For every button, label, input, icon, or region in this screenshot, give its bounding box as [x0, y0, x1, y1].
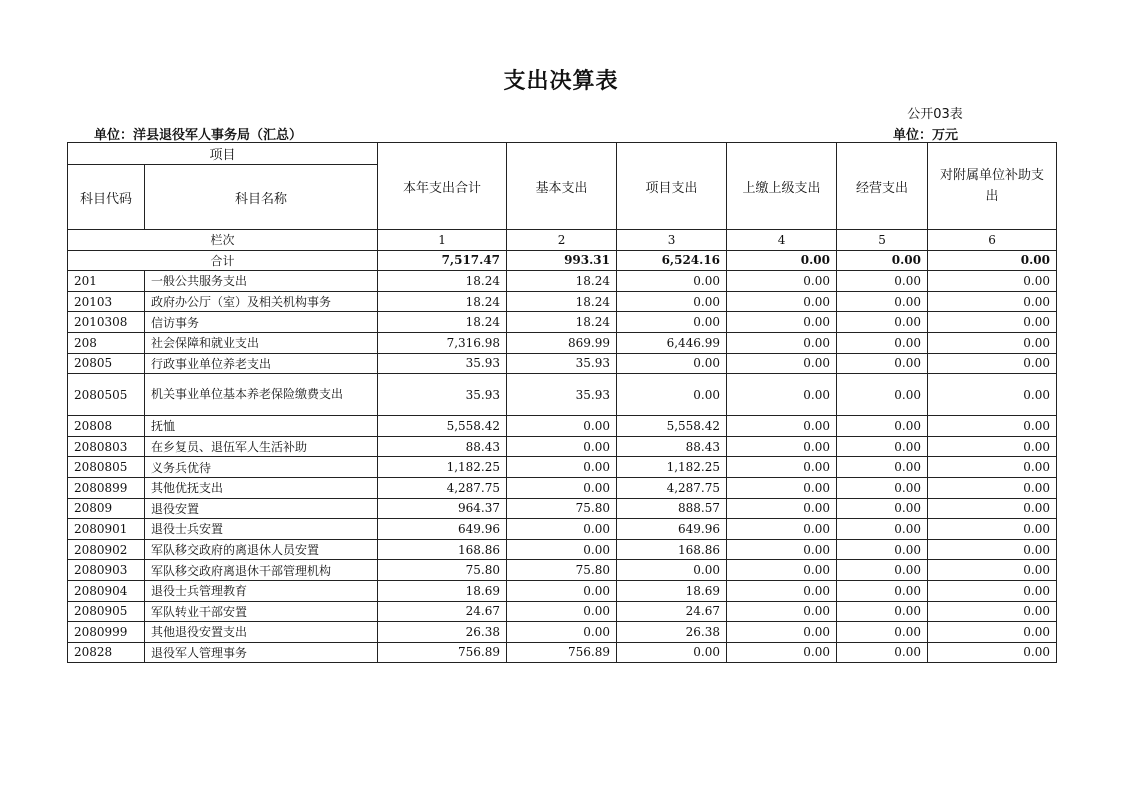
amount-cell: 0.00 — [928, 477, 1057, 498]
column-number-row — [68, 230, 1057, 251]
subject-code: 20809 — [68, 498, 145, 519]
column-number: 6 — [928, 230, 1057, 251]
subject-name: 一般公共服务支出 — [145, 271, 378, 292]
amount-cell: 0.00 — [837, 477, 928, 498]
table-row — [68, 374, 1057, 416]
table-row — [68, 271, 1057, 292]
amount-cell: 0.00 — [617, 291, 727, 312]
amount-cell: 0.00 — [928, 436, 1057, 457]
table-row — [68, 332, 1057, 353]
amount-cell: 0.00 — [727, 416, 837, 437]
amount-cell: 168.86 — [378, 539, 507, 560]
subject-name: 其他退役安置支出 — [145, 622, 378, 643]
amount-cell: 0.00 — [928, 353, 1057, 374]
amount-cell: 4,287.75 — [617, 477, 727, 498]
header-project-expense: 项目支出 — [617, 143, 727, 230]
amount-cell: 0.00 — [837, 416, 928, 437]
amount-cell: 0.00 — [837, 519, 928, 540]
amount-cell: 75.80 — [378, 560, 507, 581]
amount-cell: 756.89 — [507, 642, 617, 663]
amount-cell: 0.00 — [837, 642, 928, 663]
form-number: 公开03表 — [907, 107, 963, 122]
amount-cell: 0.00 — [507, 580, 617, 601]
column-number-label: 栏次 — [68, 230, 378, 251]
amount-cell: 18.24 — [378, 271, 507, 292]
amount-cell: 0.00 — [727, 332, 837, 353]
expenditure-table — [67, 142, 1057, 663]
amount-cell: 0.00 — [727, 271, 837, 292]
table-row — [68, 580, 1057, 601]
subject-name: 退役军人管理事务 — [145, 642, 378, 663]
amount-cell: 0.00 — [837, 374, 928, 416]
table-row — [68, 642, 1057, 663]
amount-cell: 24.67 — [378, 601, 507, 622]
subject-name: 义务兵优待 — [145, 457, 378, 478]
subject-name: 机关事业单位基本养老保险缴费支出 — [145, 374, 378, 416]
amount-cell: 88.43 — [378, 436, 507, 457]
amount-cell: 0.00 — [928, 519, 1057, 540]
table-row — [68, 457, 1057, 478]
column-number: 2 — [507, 230, 617, 251]
subject-name: 行政事业单位养老支出 — [145, 353, 378, 374]
amount-cell: 756.89 — [378, 642, 507, 663]
table-row — [68, 601, 1057, 622]
table-row — [68, 622, 1057, 643]
amount-cell: 0.00 — [837, 436, 928, 457]
header-business: 经营支出 — [837, 143, 928, 230]
amount-cell: 35.93 — [378, 374, 507, 416]
amount-cell: 0.00 — [837, 291, 928, 312]
amount-cell: 964.37 — [378, 498, 507, 519]
amount-cell: 0.00 — [928, 374, 1057, 416]
amount-cell: 0.00 — [928, 332, 1057, 353]
amount-cell: 18.24 — [507, 312, 617, 333]
subject-name: 信访事务 — [145, 312, 378, 333]
amount-cell: 6,446.99 — [617, 332, 727, 353]
amount-cell: 0.00 — [727, 312, 837, 333]
table-row — [68, 477, 1057, 498]
amount-cell: 0.00 — [727, 519, 837, 540]
subject-code: 2080904 — [68, 580, 145, 601]
amount-cell: 5,558.42 — [617, 416, 727, 437]
amount-cell: 4,287.75 — [378, 477, 507, 498]
amount-cell: 0.00 — [928, 539, 1057, 560]
amount-cell: 0.00 — [837, 271, 928, 292]
amount-cell: 869.99 — [507, 332, 617, 353]
amount-cell: 26.38 — [378, 622, 507, 643]
table-row — [68, 416, 1057, 437]
amount-cell: 18.24 — [378, 312, 507, 333]
subject-name: 社会保障和就业支出 — [145, 332, 378, 353]
amount-cell: 24.67 — [617, 601, 727, 622]
header-code: 科目代码 — [68, 165, 145, 230]
amount-cell: 0.00 — [617, 353, 727, 374]
amount-cell: 18.24 — [507, 271, 617, 292]
amount-cell: 0.00 — [727, 436, 837, 457]
subject-name: 抚恤 — [145, 416, 378, 437]
unit-organization: 单位：洋县退役军人事务局（汇总） — [94, 128, 303, 143]
amount-cell: 0.00 — [507, 416, 617, 437]
subject-code: 2080803 — [68, 436, 145, 457]
amount-cell: 0.00 — [837, 457, 928, 478]
total-value: 7,517.47 — [378, 250, 507, 271]
amount-cell: 0.00 — [507, 477, 617, 498]
table-row — [68, 312, 1057, 333]
amount-cell: 0.00 — [928, 622, 1057, 643]
subject-code: 20828 — [68, 642, 145, 663]
subject-name: 其他优抚支出 — [145, 477, 378, 498]
amount-cell: 0.00 — [727, 457, 837, 478]
subject-code: 20808 — [68, 416, 145, 437]
amount-cell: 0.00 — [928, 312, 1057, 333]
subject-code: 20805 — [68, 353, 145, 374]
total-value: 6,524.16 — [617, 250, 727, 271]
table-row — [68, 436, 1057, 457]
subject-name: 政府办公厅（室）及相关机构事务 — [145, 291, 378, 312]
total-row — [68, 250, 1057, 271]
table-row — [68, 498, 1057, 519]
amount-cell: 0.00 — [837, 539, 928, 560]
amount-cell: 0.00 — [617, 560, 727, 581]
total-value: 0.00 — [727, 250, 837, 271]
amount-cell: 0.00 — [928, 457, 1057, 478]
amount-cell: 0.00 — [507, 457, 617, 478]
amount-cell: 649.96 — [617, 519, 727, 540]
subject-code: 2010308 — [68, 312, 145, 333]
total-label: 合计 — [68, 250, 378, 271]
amount-cell: 0.00 — [727, 374, 837, 416]
amount-cell: 35.93 — [507, 374, 617, 416]
amount-cell: 0.00 — [507, 601, 617, 622]
amount-cell: 0.00 — [837, 580, 928, 601]
amount-cell: 0.00 — [727, 291, 837, 312]
amount-cell: 1,182.25 — [378, 457, 507, 478]
amount-cell: 0.00 — [928, 601, 1057, 622]
total-value: 0.00 — [928, 250, 1057, 271]
subject-code: 20103 — [68, 291, 145, 312]
table-row — [68, 560, 1057, 581]
amount-cell: 0.00 — [727, 642, 837, 663]
table-row — [68, 353, 1057, 374]
amount-cell: 0.00 — [928, 291, 1057, 312]
amount-cell: 0.00 — [837, 332, 928, 353]
subject-code: 2080902 — [68, 539, 145, 560]
subject-code: 208 — [68, 332, 145, 353]
table-row — [68, 291, 1057, 312]
subject-name: 军队转业干部安置 — [145, 601, 378, 622]
subject-code: 2080505 — [68, 374, 145, 416]
amount-cell: 0.00 — [507, 539, 617, 560]
amount-cell: 0.00 — [727, 498, 837, 519]
unit-currency: 单位：万元 — [893, 128, 959, 143]
amount-cell: 0.00 — [617, 312, 727, 333]
subject-name: 军队移交政府离退休干部管理机构 — [145, 560, 378, 581]
amount-cell: 0.00 — [837, 601, 928, 622]
amount-cell: 0.00 — [837, 312, 928, 333]
amount-cell: 888.57 — [617, 498, 727, 519]
page-title: 支出决算表 — [503, 69, 619, 94]
amount-cell: 18.24 — [507, 291, 617, 312]
amount-cell: 5,558.42 — [378, 416, 507, 437]
subject-code: 2080903 — [68, 560, 145, 581]
total-value: 993.31 — [507, 250, 617, 271]
subject-code: 2080805 — [68, 457, 145, 478]
total-value: 0.00 — [837, 250, 928, 271]
header-basic: 基本支出 — [507, 143, 617, 230]
table-row — [68, 519, 1057, 540]
subject-name: 在乡复员、退伍军人生活补助 — [145, 436, 378, 457]
amount-cell: 35.93 — [507, 353, 617, 374]
header-row-1 — [68, 143, 1057, 165]
header-upper: 上缴上级支出 — [727, 143, 837, 230]
amount-cell: 0.00 — [727, 601, 837, 622]
amount-cell: 0.00 — [837, 353, 928, 374]
column-number: 1 — [378, 230, 507, 251]
amount-cell: 649.96 — [378, 519, 507, 540]
subject-name: 退役士兵管理教育 — [145, 580, 378, 601]
subject-code: 201 — [68, 271, 145, 292]
amount-cell: 0.00 — [507, 519, 617, 540]
subject-code: 2080999 — [68, 622, 145, 643]
table-row — [68, 539, 1057, 560]
amount-cell: 88.43 — [617, 436, 727, 457]
subject-code: 2080901 — [68, 519, 145, 540]
column-number: 5 — [837, 230, 928, 251]
amount-cell: 26.38 — [617, 622, 727, 643]
amount-cell: 0.00 — [507, 622, 617, 643]
amount-cell: 0.00 — [617, 374, 727, 416]
amount-cell: 0.00 — [928, 498, 1057, 519]
amount-cell: 75.80 — [507, 498, 617, 519]
amount-cell: 0.00 — [727, 622, 837, 643]
amount-cell: 0.00 — [727, 539, 837, 560]
subject-code: 2080899 — [68, 477, 145, 498]
amount-cell: 0.00 — [837, 498, 928, 519]
amount-cell: 0.00 — [837, 622, 928, 643]
amount-cell: 0.00 — [928, 560, 1057, 581]
amount-cell: 1,182.25 — [617, 457, 727, 478]
header-subsidy: 对附属单位补助支出 — [928, 143, 1057, 230]
subject-name: 退役安置 — [145, 498, 378, 519]
amount-cell: 18.24 — [378, 291, 507, 312]
amount-cell: 75.80 — [507, 560, 617, 581]
amount-cell: 0.00 — [727, 477, 837, 498]
column-number: 4 — [727, 230, 837, 251]
column-number: 3 — [617, 230, 727, 251]
subject-code: 2080905 — [68, 601, 145, 622]
amount-cell: 0.00 — [617, 271, 727, 292]
subject-name: 退役士兵安置 — [145, 519, 378, 540]
amount-cell: 168.86 — [617, 539, 727, 560]
header-total: 本年支出合计 — [378, 143, 507, 230]
header-name: 科目名称 — [145, 165, 378, 230]
amount-cell: 0.00 — [727, 560, 837, 581]
subject-name: 军队移交政府的离退休人员安置 — [145, 539, 378, 560]
amount-cell: 0.00 — [928, 271, 1057, 292]
header-project: 项目 — [68, 143, 378, 165]
amount-cell: 0.00 — [727, 353, 837, 374]
amount-cell: 18.69 — [617, 580, 727, 601]
amount-cell: 0.00 — [837, 560, 928, 581]
amount-cell: 35.93 — [378, 353, 507, 374]
amount-cell: 18.69 — [378, 580, 507, 601]
amount-cell: 0.00 — [928, 416, 1057, 437]
amount-cell: 7,316.98 — [378, 332, 507, 353]
amount-cell: 0.00 — [727, 580, 837, 601]
amount-cell: 0.00 — [928, 580, 1057, 601]
amount-cell: 0.00 — [617, 642, 727, 663]
amount-cell: 0.00 — [928, 642, 1057, 663]
amount-cell: 0.00 — [507, 436, 617, 457]
